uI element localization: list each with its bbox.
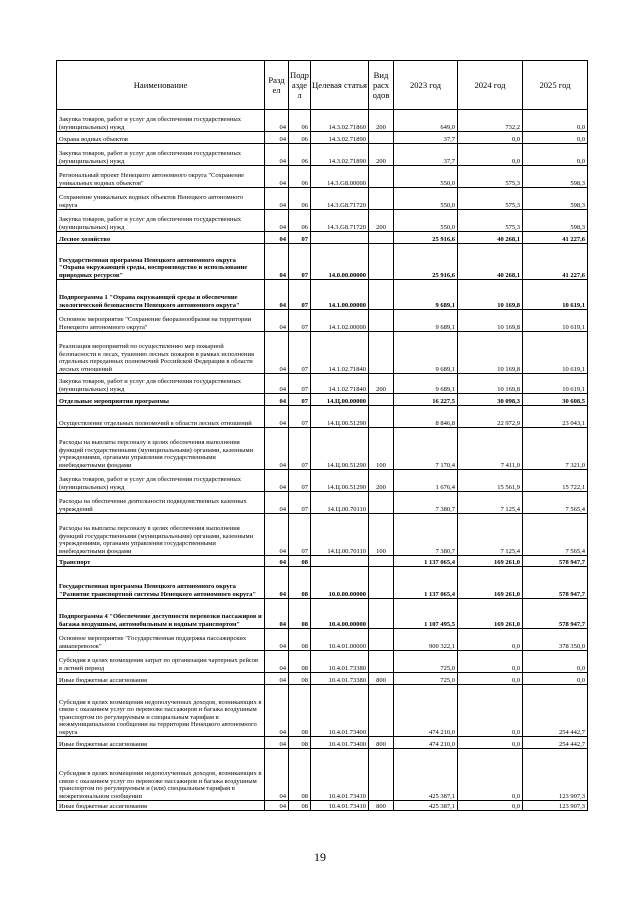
table-row [57, 737, 588, 749]
header-razdel: Разд ел [265, 61, 289, 110]
cell-name: Осуществление отдельных полномочий в области лесных отношений [57, 406, 265, 428]
cell-statya: 14.Ц.00.51290 [311, 428, 369, 470]
table-row [57, 556, 588, 567]
cell-2025: 0,0 [523, 132, 588, 144]
cell-statya: 14.Ц.00.51290 [311, 406, 369, 428]
cell-razdel: 04 [265, 232, 289, 244]
cell-2023: 7 380,7 [394, 492, 458, 514]
cell-razdel: 04 [265, 629, 289, 651]
cell-statya: 10.4.01.73400 [311, 685, 369, 737]
cell-statya: 10.4.01.73380 [311, 651, 369, 673]
cell-2025: 41 227,6 [523, 232, 588, 244]
cell-2025: 578 947,7 [523, 599, 588, 629]
cell-statya: 14.3.G8.71720 [311, 210, 369, 232]
cell-2023: 9 689,1 [394, 280, 458, 310]
cell-2023: 1 137 065,4 [394, 556, 458, 567]
table-row [57, 144, 588, 166]
cell-2023: 550,0 [394, 210, 458, 232]
cell-vid [369, 492, 394, 514]
cell-2025: 378 350,0 [523, 629, 588, 651]
header-year-2025: 2025 год [523, 61, 588, 110]
cell-2024: 7 125,4 [458, 492, 523, 514]
cell-2024: 575,3 [458, 188, 523, 210]
table-row [57, 428, 588, 470]
cell-razdel: 04 [265, 514, 289, 556]
cell-statya: 14.1.00.00000 [311, 280, 369, 310]
cell-podrazdel: 08 [289, 801, 311, 811]
cell-razdel: 04 [265, 556, 289, 567]
cell-name: Сохранение уникальных водных объектов Ненецкого автономного округа [57, 188, 265, 210]
cell-2025: 23 043,1 [523, 406, 588, 428]
cell-2023: 1 676,4 [394, 470, 458, 492]
cell-2023: 1 107 495,5 [394, 599, 458, 629]
cell-podrazdel: 06 [289, 132, 311, 144]
cell-vid [369, 232, 394, 244]
cell-name: Расходы на выплаты персоналу в целях обеспечения выполнения функций государственными (муниципальными) органами, казенными учреждениями, органами управления государственными внебюджетными фондами [57, 428, 265, 470]
cell-razdel: 04 [265, 406, 289, 428]
cell-2025: 598,3 [523, 166, 588, 188]
cell-vid [369, 132, 394, 144]
cell-podrazdel: 08 [289, 685, 311, 737]
cell-podrazdel: 07 [289, 394, 311, 406]
cell-2023: 7 170,4 [394, 428, 458, 470]
table-row [57, 310, 588, 332]
cell-2024: 0,0 [458, 132, 523, 144]
cell-vid [369, 332, 394, 374]
cell-razdel: 04 [265, 651, 289, 673]
header-name: Наименование [57, 61, 265, 110]
header-statya: Целевая статья [311, 61, 369, 110]
cell-name: Основное мероприятие "Государственная поддержка пассажирских авиаперевозок" [57, 629, 265, 651]
cell-razdel: 04 [265, 144, 289, 166]
cell-statya: 10.4.01.73410 [311, 749, 369, 801]
cell-2024: 0,0 [458, 749, 523, 801]
cell-name: Подпрограмма 1 "Охрана окружающей среды и обеспечение экологической безопасности Ненецкого автономного округа" [57, 280, 265, 310]
header-year-2024: 2024 год [458, 61, 523, 110]
cell-2024: 169 261,0 [458, 556, 523, 567]
cell-2025: 578 947,7 [523, 567, 588, 599]
cell-2024: 169 261,0 [458, 567, 523, 599]
cell-name: Субсидия в целях возмещения недополученных доходов, возникающих в связи с оказанием услуг по перевозке пассажиров и багажа воздушным транспортом по регулируемым и специальным тарифам в межмуниципальном сообщении на территории Ненецкого автономного округа [57, 685, 265, 737]
budget-table [56, 60, 588, 811]
cell-podrazdel: 08 [289, 737, 311, 749]
cell-statya: 10.4.00.00000 [311, 599, 369, 629]
table-row [57, 406, 588, 428]
cell-2024: 169 261,0 [458, 599, 523, 629]
cell-razdel: 04 [265, 332, 289, 374]
cell-2023: 725,0 [394, 651, 458, 673]
header-vid: Вид расх одов [369, 61, 394, 110]
cell-2023: 7 380,7 [394, 514, 458, 556]
cell-vid [369, 166, 394, 188]
cell-statya [311, 232, 369, 244]
cell-podrazdel: 07 [289, 280, 311, 310]
cell-vid: 800 [369, 673, 394, 685]
cell-name: Реализация мероприятий по осуществлению мер пожарной безопасности в лесах, тушению лесных пожаров в рамках исполнения отдельных переданных полномочий Российской Федерации в области лесных отношений [57, 332, 265, 374]
cell-statya: 14.3.02.71860 [311, 110, 369, 132]
cell-2024: 0,0 [458, 801, 523, 811]
cell-podrazdel: 07 [289, 492, 311, 514]
cell-vid [369, 567, 394, 599]
cell-vid [369, 599, 394, 629]
cell-vid [369, 394, 394, 406]
cell-razdel: 04 [265, 673, 289, 685]
cell-2023: 725,0 [394, 673, 458, 685]
table-row [57, 629, 588, 651]
cell-2025: 254 442,7 [523, 685, 588, 737]
cell-podrazdel: 07 [289, 310, 311, 332]
cell-podrazdel: 07 [289, 232, 311, 244]
cell-2024: 0,0 [458, 737, 523, 749]
cell-vid: 200 [369, 110, 394, 132]
table-row [57, 166, 588, 188]
cell-name: Субсидия в целях возмещения затрат по организации чартерных рейсов в летний период [57, 651, 265, 673]
cell-statya: 14.Ц.00.51290 [311, 470, 369, 492]
cell-statya: 14.Ц.00.70110 [311, 492, 369, 514]
cell-2023: 16 227,5 [394, 394, 458, 406]
cell-2023: 37,7 [394, 132, 458, 144]
cell-name: Закупка товаров, работ и услуг для обеспечения государственных (муниципальных) нужд [57, 374, 265, 394]
cell-podrazdel: 06 [289, 110, 311, 132]
cell-2025: 598,3 [523, 210, 588, 232]
cell-razdel: 04 [265, 310, 289, 332]
cell-razdel: 04 [265, 737, 289, 749]
cell-2025: 123 907,3 [523, 801, 588, 811]
cell-2025: 10 619,1 [523, 280, 588, 310]
cell-2024: 22 972,9 [458, 406, 523, 428]
cell-razdel: 04 [265, 749, 289, 801]
cell-podrazdel: 06 [289, 210, 311, 232]
cell-podrazdel: 08 [289, 651, 311, 673]
cell-vid [369, 749, 394, 801]
cell-razdel: 04 [265, 188, 289, 210]
cell-vid [369, 629, 394, 651]
cell-razdel: 04 [265, 166, 289, 188]
cell-vid [369, 244, 394, 280]
cell-name: Субсидия в целях возмещения недополученных доходов, возникающих в связи с оказанием услуг по перевозке пассажиров и багажа воздушным транспортом по регулируемым и (или) специальным тарифам в межрегиональном сообщении [57, 749, 265, 801]
cell-podrazdel: 07 [289, 374, 311, 394]
table-row [57, 673, 588, 685]
cell-statya: 14.3.G8.00000 [311, 166, 369, 188]
cell-2023: 900 322,1 [394, 629, 458, 651]
table-row [57, 210, 588, 232]
table-row [57, 110, 588, 132]
cell-2023: 649,0 [394, 110, 458, 132]
table-row [57, 685, 588, 737]
header-year-2023: 2023 год [394, 61, 458, 110]
cell-vid: 200 [369, 210, 394, 232]
cell-vid: 800 [369, 801, 394, 811]
cell-razdel: 04 [265, 394, 289, 406]
cell-2024: 40 268,1 [458, 232, 523, 244]
cell-2023: 8 846,8 [394, 406, 458, 428]
cell-2025: 254 442,7 [523, 737, 588, 749]
cell-statya: 14.1.02.71840 [311, 332, 369, 374]
cell-statya: 14.3.G8.71720 [311, 188, 369, 210]
cell-2025: 7 565,4 [523, 492, 588, 514]
cell-statya: 10.0.00.00000 [311, 567, 369, 599]
cell-vid [369, 280, 394, 310]
cell-vid: 100 [369, 514, 394, 556]
cell-razdel: 04 [265, 374, 289, 394]
cell-podrazdel: 08 [289, 599, 311, 629]
cell-vid: 200 [369, 374, 394, 394]
cell-name: Лесное хозяйство [57, 232, 265, 244]
cell-name: Государственная программа Ненецкого автономного округа "Развитие транспортной системы Ненецкого автономного округа" [57, 567, 265, 599]
cell-2023: 9 689,1 [394, 310, 458, 332]
table-row [57, 567, 588, 599]
cell-2024: 30 098,3 [458, 394, 523, 406]
cell-statya: 14.Ц.00.00000 [311, 394, 369, 406]
cell-2025: 10 619,1 [523, 310, 588, 332]
cell-2024: 0,0 [458, 673, 523, 685]
table-row [57, 492, 588, 514]
cell-razdel: 04 [265, 492, 289, 514]
cell-2024: 575,3 [458, 166, 523, 188]
cell-podrazdel: 08 [289, 749, 311, 801]
cell-2024: 0,0 [458, 144, 523, 166]
cell-vid: 200 [369, 144, 394, 166]
table-row [57, 801, 588, 811]
cell-podrazdel: 08 [289, 567, 311, 599]
cell-2023: 425 387,1 [394, 801, 458, 811]
cell-name: Закупка товаров, работ и услуг для обеспечения государственных (муниципальных) нужд [57, 210, 265, 232]
cell-podrazdel: 06 [289, 166, 311, 188]
cell-2023: 25 916,6 [394, 244, 458, 280]
cell-statya [311, 556, 369, 567]
cell-razdel: 04 [265, 244, 289, 280]
cell-2025: 10 619,1 [523, 374, 588, 394]
cell-2025: 10 619,1 [523, 332, 588, 374]
cell-2025: 15 722,1 [523, 470, 588, 492]
cell-podrazdel: 07 [289, 428, 311, 470]
table-row [57, 394, 588, 406]
cell-razdel: 04 [265, 280, 289, 310]
cell-2025: 7 321,0 [523, 428, 588, 470]
cell-2023: 474 210,0 [394, 737, 458, 749]
cell-name: Подпрограмма 4 "Обеспечение доступности перевозки пассажиров и багажа воздушным, автомобильным и водным транспортом" [57, 599, 265, 629]
cell-2023: 550,0 [394, 166, 458, 188]
cell-name: Отдельные мероприятия программы [57, 394, 265, 406]
cell-podrazdel: 07 [289, 406, 311, 428]
cell-razdel: 04 [265, 470, 289, 492]
table-row [57, 514, 588, 556]
table-row [57, 232, 588, 244]
table-row [57, 749, 588, 801]
cell-razdel: 04 [265, 210, 289, 232]
cell-statya: 10.4.01.73380 [311, 673, 369, 685]
cell-2025: 7 565,4 [523, 514, 588, 556]
cell-2025: 598,3 [523, 188, 588, 210]
table-row [57, 188, 588, 210]
cell-2024: 575,3 [458, 210, 523, 232]
cell-2024: 0,0 [458, 651, 523, 673]
table-body [57, 110, 588, 811]
cell-vid: 200 [369, 470, 394, 492]
cell-name: Закупка товаров, работ и услуг для обеспечения государственных (муниципальных) нужд [57, 144, 265, 166]
cell-vid [369, 310, 394, 332]
cell-2025: 578 947,7 [523, 556, 588, 567]
cell-statya: 14.3.02.71890 [311, 132, 369, 144]
cell-name: Иные бюджетные ассигнования [57, 737, 265, 749]
cell-vid: 100 [369, 428, 394, 470]
cell-razdel: 04 [265, 110, 289, 132]
cell-vid [369, 406, 394, 428]
cell-2023: 9 689,1 [394, 374, 458, 394]
cell-2025: 41 227,6 [523, 244, 588, 280]
cell-2024: 10 169,8 [458, 310, 523, 332]
cell-name: Иные бюджетные ассигнования [57, 801, 265, 811]
cell-name: Расходы на обеспечение деятельности подведомственных казенных учреждений [57, 492, 265, 514]
cell-statya: 10.4.01.73410 [311, 801, 369, 811]
cell-2024: 15 561,9 [458, 470, 523, 492]
cell-name: Иные бюджетные ассигнования [57, 673, 265, 685]
cell-vid: 800 [369, 737, 394, 749]
cell-2025: 0,0 [523, 651, 588, 673]
cell-statya: 14.3.02.71890 [311, 144, 369, 166]
cell-podrazdel: 07 [289, 514, 311, 556]
cell-2024: 10 169,8 [458, 332, 523, 374]
cell-2024: 732,2 [458, 110, 523, 132]
cell-2025: 0,0 [523, 110, 588, 132]
cell-2023: 474 210,0 [394, 685, 458, 737]
cell-2023: 550,0 [394, 188, 458, 210]
cell-name: Транспорт [57, 556, 265, 567]
cell-statya: 14.0.00.00000 [311, 244, 369, 280]
cell-2025: 0,0 [523, 144, 588, 166]
table-row [57, 280, 588, 310]
cell-statya: 10.4.01.00000 [311, 629, 369, 651]
cell-2024: 10 169,8 [458, 374, 523, 394]
cell-podrazdel: 06 [289, 144, 311, 166]
cell-2023: 25 916,6 [394, 232, 458, 244]
cell-name: Расходы на выплаты персоналу в целях обеспечения выполнения функций государственными (муниципальными) органами, казенными учреждениями, органами управления государственными внебюджетными фондами [57, 514, 265, 556]
table-row [57, 132, 588, 144]
cell-2023: 425 387,1 [394, 749, 458, 801]
table-row [57, 470, 588, 492]
cell-2023: 37,7 [394, 144, 458, 166]
page-number: 19 [314, 850, 326, 864]
cell-razdel: 04 [265, 428, 289, 470]
cell-2023: 9 689,1 [394, 332, 458, 374]
cell-statya: 14.1.02.00000 [311, 310, 369, 332]
cell-vid [369, 685, 394, 737]
cell-name: Закупка товаров, работ и услуг для обеспечения государственных (муниципальных) нужд [57, 470, 265, 492]
cell-statya: 10.4.01.73400 [311, 737, 369, 749]
table-row [57, 651, 588, 673]
cell-vid [369, 188, 394, 210]
cell-name: Закупка товаров, работ и услуг для обеспечения государственных (муниципальных) нужд [57, 110, 265, 132]
table-row [57, 599, 588, 629]
table-row [57, 244, 588, 280]
cell-podrazdel: 07 [289, 332, 311, 374]
cell-2025: 123 907,3 [523, 749, 588, 801]
cell-name: Государственная программа Ненецкого автономного округа "Охрана окружающей среды, воспроизводство и использование природных ресурсов" [57, 244, 265, 280]
cell-podrazdel: 06 [289, 188, 311, 210]
cell-2023: 1 137 065,4 [394, 567, 458, 599]
cell-razdel: 04 [265, 599, 289, 629]
table-row [57, 332, 588, 374]
cell-podrazdel: 07 [289, 470, 311, 492]
cell-2024: 0,0 [458, 629, 523, 651]
cell-razdel: 04 [265, 685, 289, 737]
cell-razdel: 04 [265, 132, 289, 144]
cell-statya: 14.1.02.71840 [311, 374, 369, 394]
table-header-row [57, 61, 588, 110]
cell-2024: 0,0 [458, 685, 523, 737]
cell-statya: 14.Ц.00.70110 [311, 514, 369, 556]
cell-razdel: 04 [265, 567, 289, 599]
cell-2024: 7 125,4 [458, 514, 523, 556]
cell-2024: 7 411,0 [458, 428, 523, 470]
cell-vid [369, 556, 394, 567]
cell-2025: 30 608,5 [523, 394, 588, 406]
cell-podrazdel: 07 [289, 244, 311, 280]
header-podrazdel: Подр азде л [289, 61, 311, 110]
cell-2024: 10 169,8 [458, 280, 523, 310]
cell-name: Региональный проект Ненецкого автономного округа "Сохранение уникальных водных объектов" [57, 166, 265, 188]
cell-2025: 0,0 [523, 673, 588, 685]
cell-vid [369, 651, 394, 673]
table-row [57, 374, 588, 394]
cell-name: Основное мероприятие "Сохранение биоразнообразия на территории Ненецкого автономного округа" [57, 310, 265, 332]
cell-name: Охрана водных объектов [57, 132, 265, 144]
cell-razdel: 04 [265, 801, 289, 811]
cell-podrazdel: 08 [289, 556, 311, 567]
cell-podrazdel: 08 [289, 629, 311, 651]
cell-2024: 40 268,1 [458, 244, 523, 280]
cell-podrazdel: 08 [289, 673, 311, 685]
